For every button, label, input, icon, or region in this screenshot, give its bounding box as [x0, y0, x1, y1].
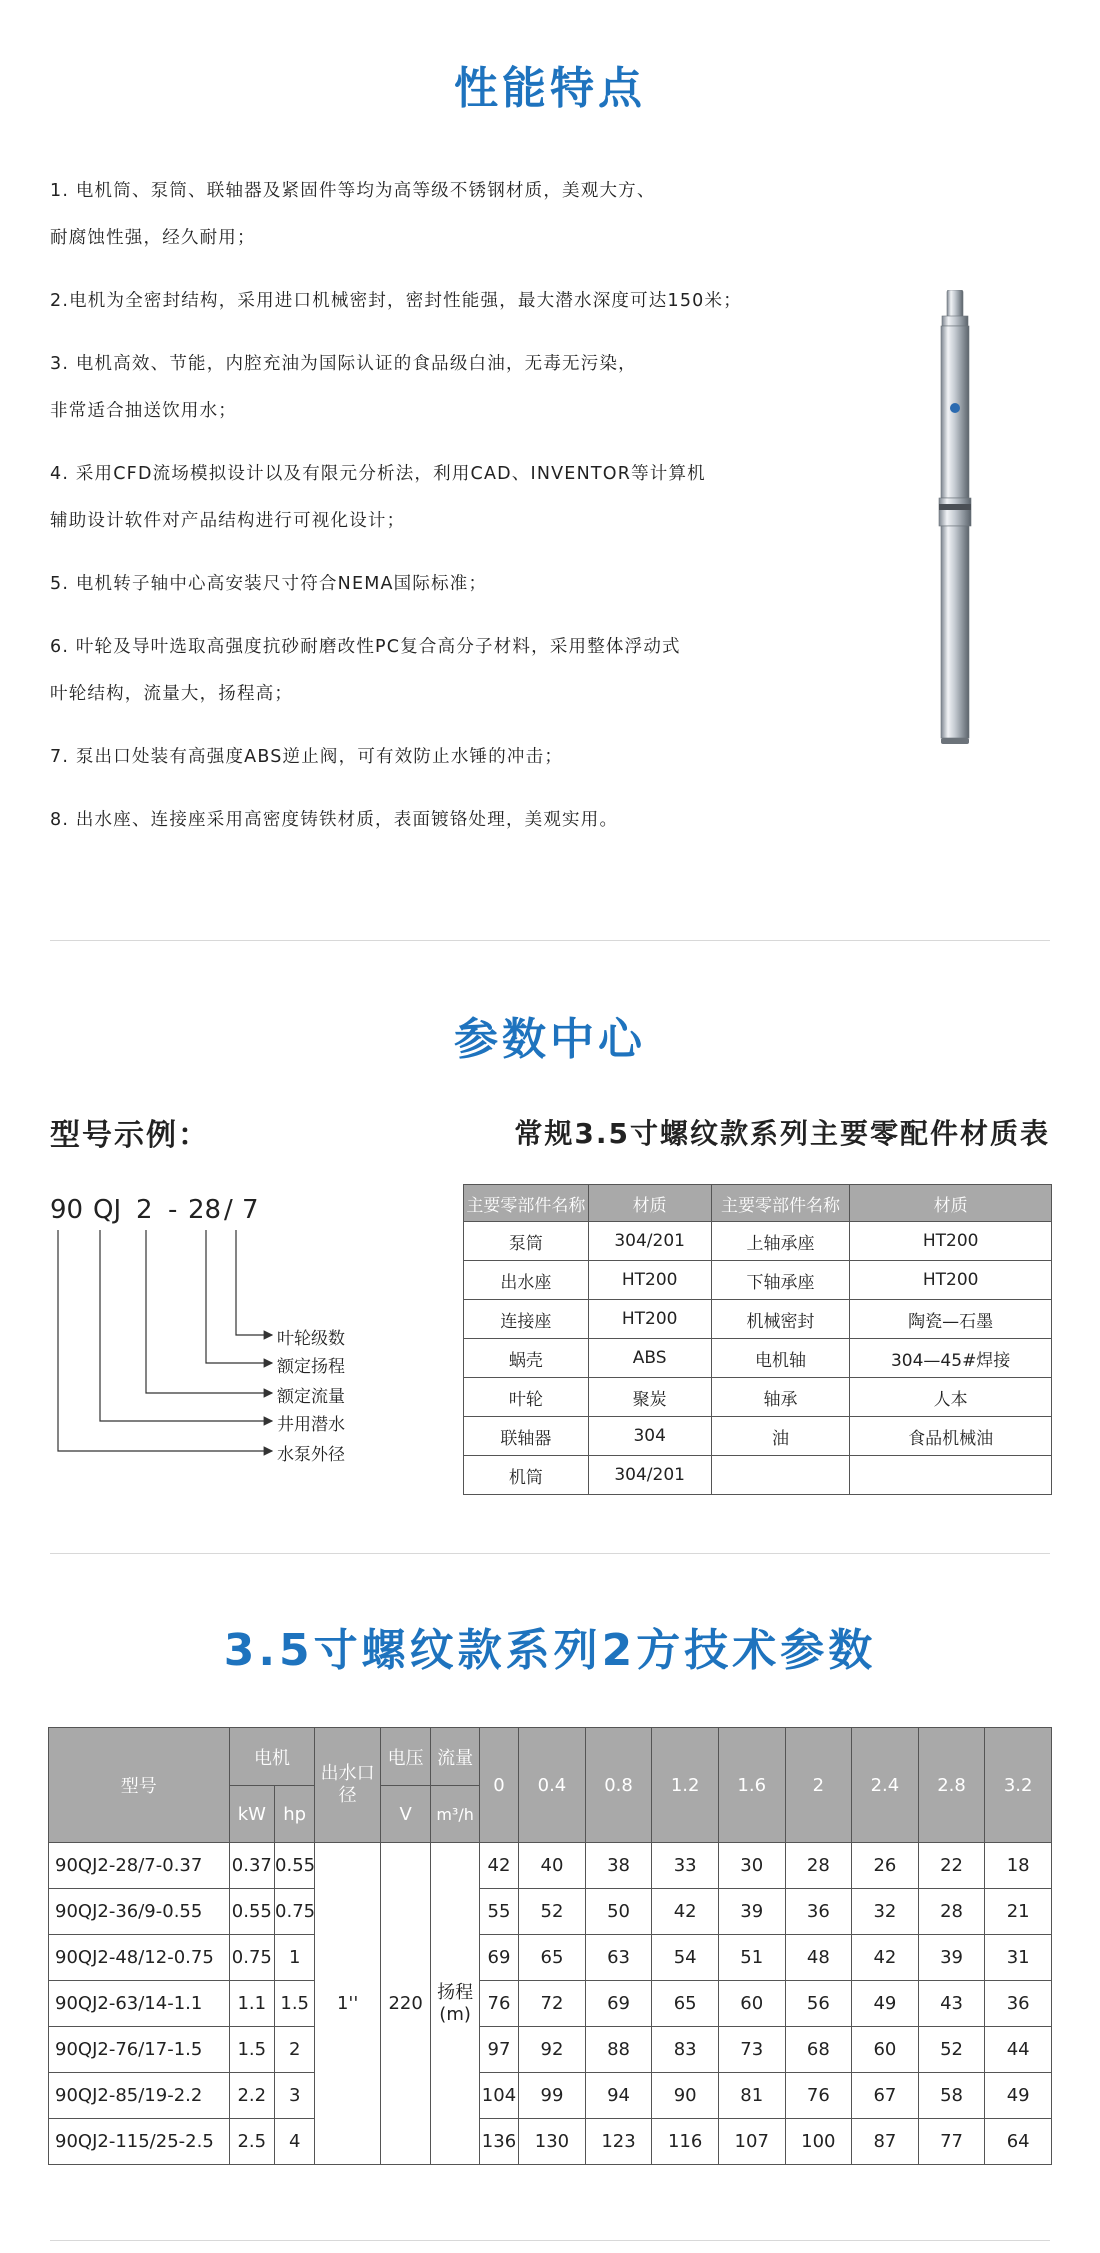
flow-2.4: 2.4 — [852, 1728, 919, 1843]
materials-material-cell: 304/201 — [588, 1456, 711, 1495]
materials-part-cell: 轴承 — [711, 1378, 850, 1417]
head-value-cell: 107 — [718, 2119, 785, 2165]
head-value-cell: 54 — [652, 1935, 719, 1981]
head-value-cell: 32 — [852, 1889, 919, 1935]
section-title-parameters: 参数中心 — [454, 1014, 646, 1065]
head-value-cell: 28 — [918, 1889, 985, 1935]
materials-row — [464, 1456, 1052, 1495]
materials-part-cell: 下轴承座 — [711, 1261, 850, 1300]
head-value-cell: 64 — [985, 2119, 1052, 2165]
materials-header-part: 主要零部件名称 — [464, 1185, 589, 1222]
hp-cell: 3 — [275, 2073, 315, 2119]
kw-cell: 0.75 — [229, 1935, 274, 1981]
materials-header-material: 材质 — [588, 1185, 711, 1222]
head-value-cell: 100 — [785, 2119, 852, 2165]
head-value-cell: 73 — [718, 2027, 785, 2073]
materials-header-material: 材质 — [850, 1185, 1052, 1222]
feature-line: 4. 采用CFD流场模拟设计以及有限元分析法，利用CAD、INVENTOR等计算机 — [50, 464, 706, 484]
materials-part-cell: 油 — [711, 1417, 850, 1456]
feature-item — [50, 341, 870, 435]
model-legend-diagram — [40, 1225, 280, 1485]
model-cell: 90QJ2-36/9-0.55 — [49, 1889, 230, 1935]
header-motor: 电机 — [229, 1728, 315, 1786]
model-code-slash: / — [224, 1195, 233, 1225]
head-value-cell: 21 — [985, 1889, 1052, 1935]
feature-line: 耐腐蚀性强，经久耐用； — [50, 228, 256, 248]
feature-line: 5. 电机转子轴中心高安装尺寸符合NEMA国际标准； — [50, 574, 488, 594]
materials-header-part: 主要零部件名称 — [711, 1185, 850, 1222]
section-title-tech-params: 3.5寸螺纹款系列2方技术参数 — [223, 1625, 877, 1676]
tech-header-row-1 — [49, 1728, 1052, 1786]
section-title-features: 性能特点 — [454, 63, 646, 114]
materials-part-cell: 机械密封 — [711, 1300, 850, 1339]
materials-row — [464, 1378, 1052, 1417]
model-example-title: 型号示例： — [50, 1118, 210, 1153]
hp-cell: 1 — [275, 1935, 315, 1981]
head-value-cell: 39 — [718, 1889, 785, 1935]
legend-well-submersible: 井用潜水 — [277, 1415, 345, 1435]
head-value-cell: 90 — [652, 2073, 719, 2119]
head-value-cell: 97 — [479, 2027, 518, 2073]
head-value-cell: 68 — [785, 2027, 852, 2073]
materials-material-cell: HT200 — [850, 1261, 1052, 1300]
model-cell: 90QJ2-28/7-0.37 — [49, 1843, 230, 1889]
hp-cell: 0.55 — [275, 1843, 315, 1889]
head-value-cell: 88 — [585, 2027, 652, 2073]
feature-line: 叶轮结构，流量大，扬程高； — [50, 684, 294, 704]
feature-item — [50, 624, 870, 718]
head-value-cell: 83 — [652, 2027, 719, 2073]
table-row — [49, 2073, 1052, 2119]
kw-cell: 0.37 — [229, 1843, 274, 1889]
head-value-cell: 60 — [852, 2027, 919, 2073]
head-value-cell: 65 — [519, 1935, 586, 1981]
head-value-cell: 130 — [519, 2119, 586, 2165]
materials-header-row — [464, 1185, 1052, 1222]
feature-line: 8. 出水座、连接座采用高密度铸铁材质，表面镀铬处理，美观实用。 — [50, 810, 619, 830]
materials-part-cell: 叶轮 — [464, 1378, 589, 1417]
head-value-cell: 69 — [585, 1981, 652, 2027]
materials-row — [464, 1300, 1052, 1339]
feature-item — [50, 168, 870, 262]
flow-1.6: 1.6 — [718, 1728, 785, 1843]
head-value-cell: 87 — [852, 2119, 919, 2165]
head-value-cell: 22 — [918, 1843, 985, 1889]
model-cell: 90QJ2-48/12-0.75 — [49, 1935, 230, 1981]
table-row — [49, 2027, 1052, 2073]
materials-part-cell: 上轴承座 — [711, 1222, 850, 1261]
feature-item — [50, 797, 870, 844]
materials-part-cell: 机筒 — [464, 1456, 589, 1495]
legend-pump-diameter: 水泵外径 — [277, 1445, 345, 1465]
divider-2 — [50, 1553, 1050, 1554]
table-row — [49, 1981, 1052, 2027]
pump-image — [925, 290, 985, 745]
head-value-cell: 42 — [652, 1889, 719, 1935]
table-row — [49, 1843, 1052, 1889]
head-value-cell: 39 — [918, 1935, 985, 1981]
feature-item — [50, 278, 870, 325]
table-row — [49, 2119, 1052, 2165]
table-row — [49, 1889, 1052, 1935]
kw-cell: 1.5 — [229, 2027, 274, 2073]
head-value-cell: 49 — [985, 2073, 1052, 2119]
header-flow-unit: m³/h — [431, 1786, 479, 1843]
head-value-cell: 43 — [918, 1981, 985, 2027]
flow-1.2: 1.2 — [652, 1728, 719, 1843]
head-value-cell: 49 — [852, 1981, 919, 2027]
model-cell: 90QJ2-115/25-2.5 — [49, 2119, 230, 2165]
head-value-cell: 99 — [519, 2073, 586, 2119]
flow-0.4: 0.4 — [519, 1728, 586, 1843]
materials-part-cell: 电机轴 — [711, 1339, 850, 1378]
materials-part-cell: 泵筒 — [464, 1222, 589, 1261]
head-value-cell: 42 — [852, 1935, 919, 1981]
head-value-cell: 58 — [918, 2073, 985, 2119]
header-flow: 流量 — [431, 1728, 479, 1786]
head-value-cell: 94 — [585, 2073, 652, 2119]
materials-row — [464, 1339, 1052, 1378]
features-list — [50, 168, 870, 860]
divider-3 — [50, 2240, 1050, 2241]
head-value-cell: 48 — [785, 1935, 852, 1981]
head-value-cell: 40 — [519, 1843, 586, 1889]
model-code-head: 28 — [188, 1195, 222, 1225]
model-cell: 90QJ2-76/17-1.5 — [49, 2027, 230, 2073]
tech-params-table — [48, 1727, 1052, 2165]
materials-material-cell: HT200 — [588, 1261, 711, 1300]
feature-line: 6. 叶轮及导叶选取高强度抗砂耐磨改性PC复合高分子材料，采用整体浮动式 — [50, 637, 681, 657]
head-value-cell: 81 — [718, 2073, 785, 2119]
head-value-cell: 56 — [785, 1981, 852, 2027]
head-value-cell: 42 — [479, 1843, 518, 1889]
head-value-cell: 36 — [985, 1981, 1052, 2027]
head-value-cell: 65 — [652, 1981, 719, 2027]
head-value-cell: 55 — [479, 1889, 518, 1935]
materials-material-cell: 304—45#焊接 — [850, 1339, 1052, 1378]
header-hp: hp — [275, 1786, 315, 1843]
flow-0.8: 0.8 — [585, 1728, 652, 1843]
model-code-stages: 7 — [242, 1195, 259, 1225]
header-kw: kW — [229, 1786, 274, 1843]
head-value-cell: 77 — [918, 2119, 985, 2165]
divider-1 — [50, 940, 1050, 941]
head-value-cell: 33 — [652, 1843, 719, 1889]
model-code-diameter: 90 — [50, 1195, 84, 1225]
header-model: 型号 — [49, 1728, 230, 1843]
legend-impeller-stages: 叶轮级数 — [277, 1329, 345, 1349]
materials-material-cell: 304/201 — [588, 1222, 711, 1261]
model-cell: 90QJ2-63/14-1.1 — [49, 1981, 230, 2027]
materials-material-cell: 食品机械油 — [850, 1417, 1052, 1456]
flow-3.2: 3.2 — [985, 1728, 1052, 1843]
head-value-cell: 67 — [852, 2073, 919, 2119]
head-value-cell: 76 — [785, 2073, 852, 2119]
feature-line: 1. 电机筒、泵筒、联轴器及紧固件等均为高等级不锈钢材质，美观大方、 — [50, 181, 656, 201]
head-value-cell: 50 — [585, 1889, 652, 1935]
hp-cell: 4 — [275, 2119, 315, 2165]
head-value-cell: 30 — [718, 1843, 785, 1889]
outlet-cell: 1'' — [315, 1843, 381, 2165]
hp-cell: 1.5 — [275, 1981, 315, 2027]
materials-material-cell: 聚炭 — [588, 1378, 711, 1417]
head-value-cell: 123 — [585, 2119, 652, 2165]
materials-table-title: 常规3.5寸螺纹款系列主要零配件材质表 — [514, 1117, 1050, 1150]
materials-material-cell: 人本 — [850, 1378, 1052, 1417]
feature-line: 2.电机为全密封结构，采用进口机械密封，密封性能强，最大潜水深度可达150米； — [50, 291, 742, 311]
head-value-cell: 136 — [479, 2119, 518, 2165]
head-value-cell: 51 — [718, 1935, 785, 1981]
legend-rated-flow: 额定流量 — [277, 1387, 345, 1407]
head-value-cell: 63 — [585, 1935, 652, 1981]
model-code-dash: - — [168, 1195, 178, 1225]
materials-part-cell — [711, 1456, 850, 1495]
materials-row — [464, 1222, 1052, 1261]
feature-line: 7. 泵出口处装有高强度ABS逆止阀，可有效防止水锤的冲击； — [50, 747, 564, 767]
legend-rated-head: 额定扬程 — [277, 1357, 345, 1377]
materials-material-cell — [850, 1456, 1052, 1495]
feature-line: 3. 电机高效、节能，内腔充油为国际认证的食品级白油，无毒无污染， — [50, 354, 637, 374]
head-value-cell: 44 — [985, 2027, 1052, 2073]
feature-item — [50, 561, 870, 608]
feature-item — [50, 734, 870, 781]
head-value-cell: 52 — [519, 1889, 586, 1935]
feature-line: 辅助设计软件对产品结构进行可视化设计； — [50, 511, 406, 531]
materials-part-cell: 连接座 — [464, 1300, 589, 1339]
flow-2.8: 2.8 — [918, 1728, 985, 1843]
head-value-cell: 31 — [985, 1935, 1052, 1981]
materials-row — [464, 1261, 1052, 1300]
materials-material-cell: 304 — [588, 1417, 711, 1456]
head-value-cell: 60 — [718, 1981, 785, 2027]
materials-part-cell: 出水座 — [464, 1261, 589, 1300]
head-value-cell: 28 — [785, 1843, 852, 1889]
head-value-cell: 36 — [785, 1889, 852, 1935]
materials-material-cell: HT200 — [850, 1222, 1052, 1261]
table-row — [49, 1935, 1052, 1981]
model-code-type: QJ — [93, 1195, 122, 1225]
header-voltage: 电压 — [380, 1728, 430, 1786]
flow-2: 2 — [785, 1728, 852, 1843]
head-value-cell: 26 — [852, 1843, 919, 1889]
hp-cell: 0.75 — [275, 1889, 315, 1935]
model-cell: 90QJ2-85/19-2.2 — [49, 2073, 230, 2119]
hp-cell: 2 — [275, 2027, 315, 2073]
model-code-flow: 2 — [136, 1195, 153, 1225]
materials-row — [464, 1417, 1052, 1456]
head-value-cell: 18 — [985, 1843, 1052, 1889]
materials-part-cell: 联轴器 — [464, 1417, 589, 1456]
feature-line: 非常适合抽送饮用水； — [50, 401, 237, 421]
voltage-cell: 220 — [380, 1843, 430, 2165]
head-value-cell: 76 — [479, 1981, 518, 2027]
kw-cell: 1.1 — [229, 1981, 274, 2027]
feature-item — [50, 451, 870, 545]
header-outlet-diameter: 出水口径 — [315, 1728, 381, 1843]
head-value-cell: 92 — [519, 2027, 586, 2073]
materials-material-cell: ABS — [588, 1339, 711, 1378]
flow-0: 0 — [479, 1728, 518, 1843]
kw-cell: 2.5 — [229, 2119, 274, 2165]
head-value-cell: 104 — [479, 2073, 518, 2119]
kw-cell: 2.2 — [229, 2073, 274, 2119]
materials-material-cell: HT200 — [588, 1300, 711, 1339]
materials-material-cell: 陶瓷—石墨 — [850, 1300, 1052, 1339]
materials-part-cell: 蜗壳 — [464, 1339, 589, 1378]
head-value-cell: 72 — [519, 1981, 586, 2027]
head-value-cell: 52 — [918, 2027, 985, 2073]
head-value-cell: 38 — [585, 1843, 652, 1889]
head-value-cell: 116 — [652, 2119, 719, 2165]
header-voltage-unit: V — [380, 1786, 430, 1843]
kw-cell: 0.55 — [229, 1889, 274, 1935]
materials-table — [463, 1184, 1052, 1495]
head-label-cell: 扬程(m) — [431, 1843, 479, 2165]
head-value-cell: 69 — [479, 1935, 518, 1981]
